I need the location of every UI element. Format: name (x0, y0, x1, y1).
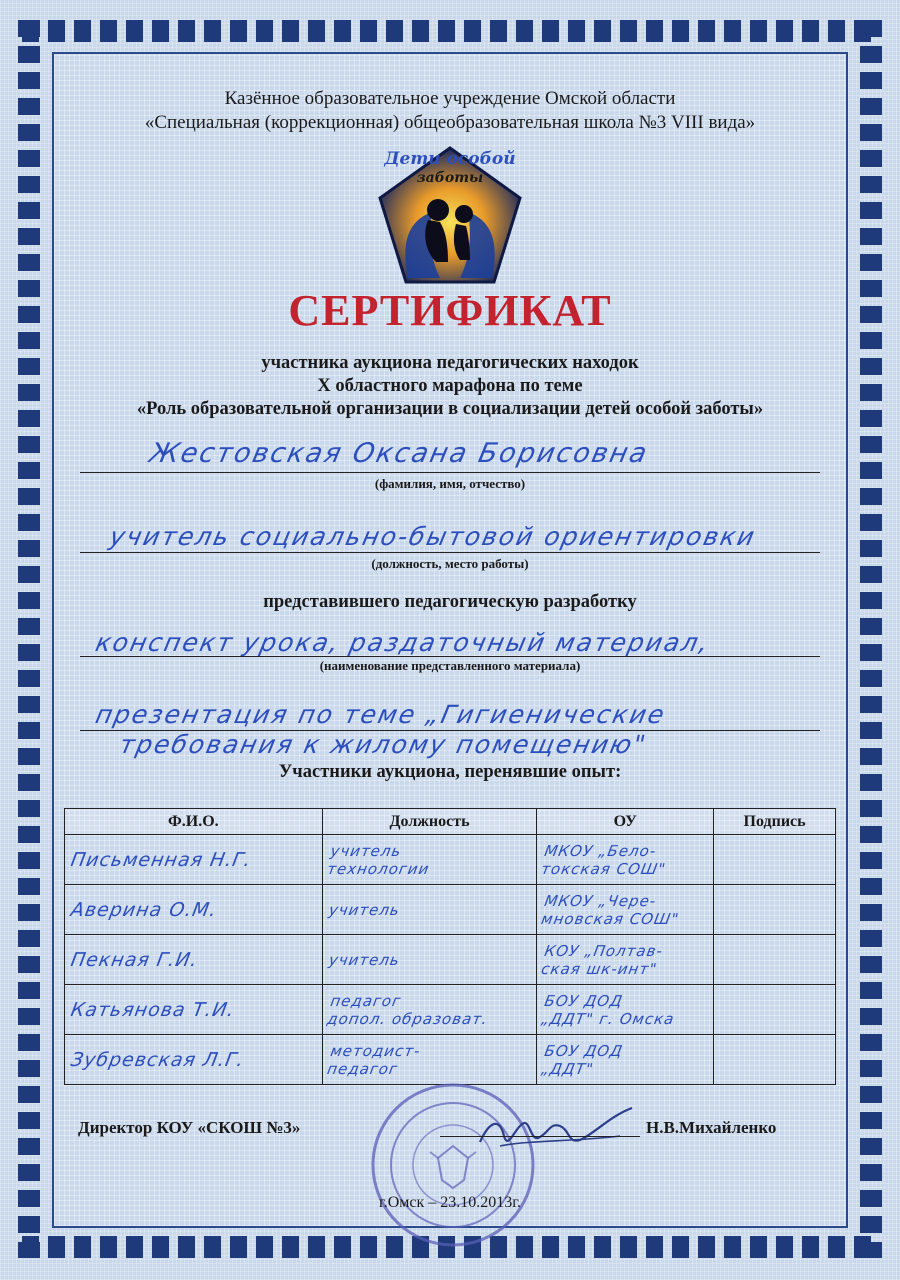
row-position: учитель технологии (325, 841, 431, 878)
organization-line-2: «Специальная (коррекционная) общеобразовательная школа №3 VIII вида» (144, 112, 756, 133)
material-caption: (наименование представленного материала) (319, 658, 581, 673)
table-row (65, 1035, 836, 1085)
header-fio: Ф.И.О. (65, 809, 323, 835)
material-line-3: требования к жилому помещению" (116, 730, 650, 759)
row-ou: БОУ ДОД „ДДТ" г. Омска (540, 991, 677, 1028)
director-signature-icon (470, 1100, 640, 1160)
row-ou: МКОУ „Чере- мновская СОШ" (540, 891, 682, 928)
frame-border-right (860, 20, 882, 1258)
table-row (65, 935, 836, 985)
recipient-position: учитель социально-бытовой ориентировки (106, 522, 759, 551)
signature-line (440, 1136, 640, 1137)
material-line-1: конспект урока, раздаточный материал, (92, 628, 713, 657)
subtitle-line-1: участника аукциона педагогических находок (261, 353, 639, 373)
subtitle-line-3: «Роль образовательной организации в социализации детей особой заботы» (136, 399, 764, 419)
row-position: учитель (327, 950, 402, 969)
director-name: Н.В.Михайленко (646, 1118, 777, 1137)
name-caption: (фамилия, имя, отчество) (374, 476, 526, 491)
subtitle-line-2: X областного марафона по теме (317, 376, 583, 396)
logo-text-bottom: заботы (416, 170, 484, 186)
organization-line-1: Казённое образовательное учреждение Омской области (224, 88, 676, 109)
material-line-2: презентация по теме „Гигиенические (92, 700, 669, 729)
table-row (65, 885, 836, 935)
frame-border-left (18, 20, 40, 1258)
participants-table (64, 808, 836, 1085)
organization-header (0, 87, 900, 135)
participants-title: Участники аукциона, перенявшие опыт: (278, 762, 622, 782)
header-ou: ОУ (537, 809, 714, 835)
hands-children-pentagon-logo-icon (370, 140, 530, 290)
city-date: г.Омск – 23.10.2013г. (378, 1194, 522, 1211)
table-header-row (65, 809, 836, 835)
presented-label: представившего педагогическую разработку (263, 592, 637, 612)
name-underline (80, 472, 820, 473)
header-position: Должность (322, 809, 537, 835)
row-name: Пекная Г.И. (69, 948, 200, 971)
certificate-title: СЕРТИФИКАТ (288, 286, 612, 335)
row-ou: КОУ „Полтав- ская шк-инт" (540, 941, 665, 978)
row-name: Зубревская Л.Г. (69, 1048, 247, 1071)
recipient-name: Жестовская Оксана Борисовна (146, 438, 652, 469)
row-position: педагог допол. образоват. (325, 991, 490, 1028)
row-ou: МКОУ „Бело- токская СОШ" (540, 841, 668, 878)
material-underline (80, 656, 820, 657)
frame-border-top (22, 20, 880, 42)
row-position: учитель (327, 900, 402, 919)
position-caption: (должность, место работы) (371, 556, 529, 571)
director-label: Директор КОУ «СКОШ №3» (78, 1118, 301, 1137)
table-row (65, 985, 836, 1035)
certificate-subtitle (0, 352, 900, 421)
row-name: Катьянова Т.И. (69, 998, 237, 1021)
table-row (65, 835, 836, 885)
position-underline (80, 552, 820, 553)
row-ou: БОУ ДОД „ДДТ" (540, 1041, 625, 1078)
header-signature: Подпись (714, 809, 836, 835)
row-position: методист- педагог (325, 1041, 422, 1078)
row-name: Аверина О.М. (69, 898, 219, 921)
row-name: Письменная Н.Г. (69, 848, 254, 871)
logo-text-top: Дети особой (384, 149, 516, 169)
